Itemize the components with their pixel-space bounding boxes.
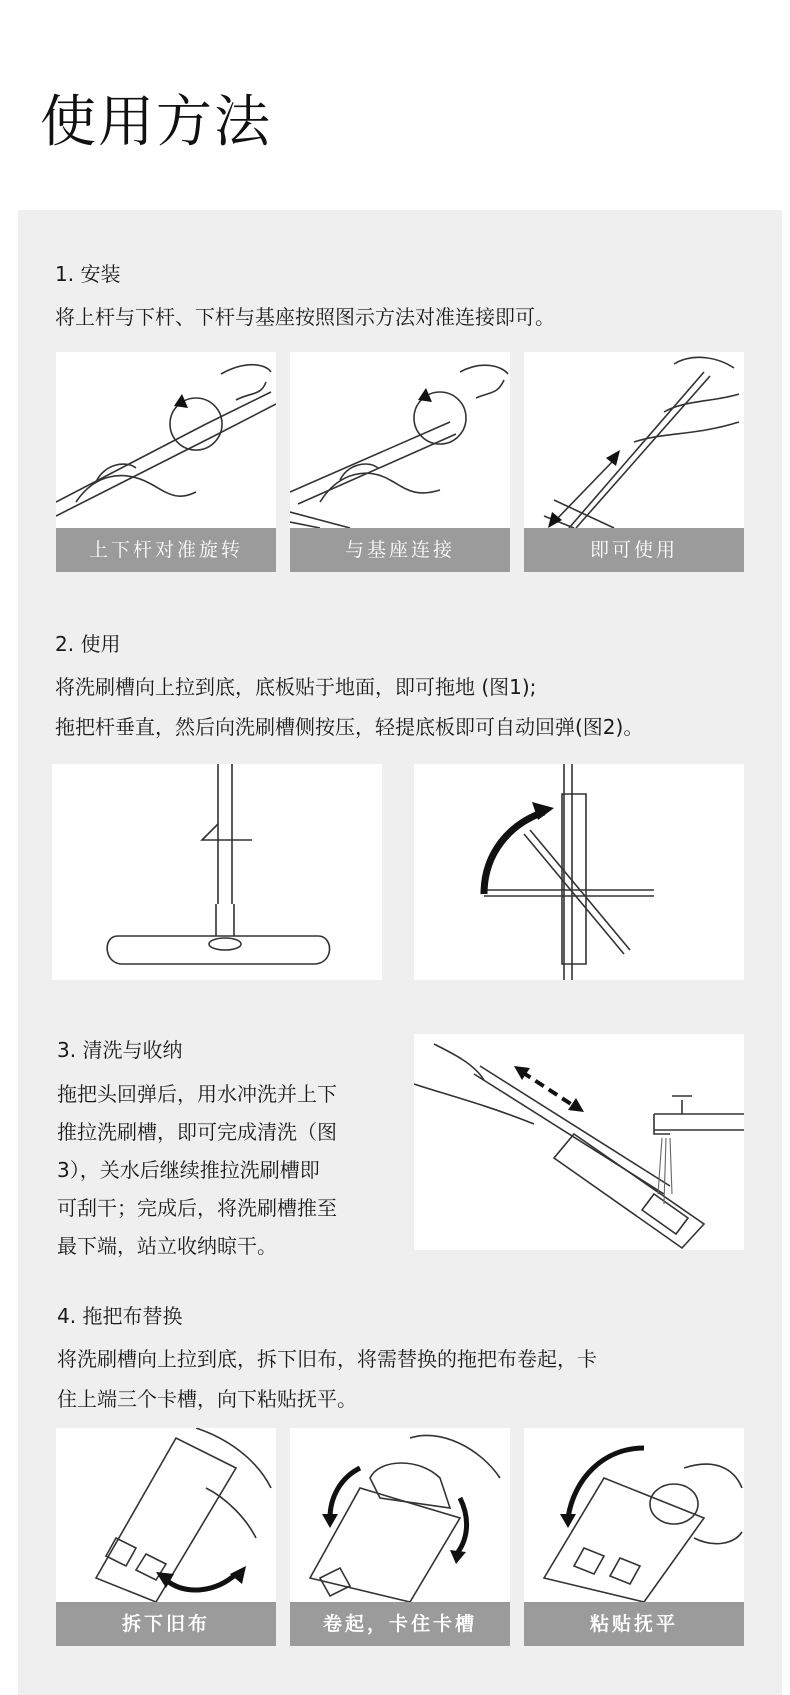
step-3-line-1: 拖把头回弹后，用水冲洗并上下 [57,1082,337,1106]
step-2-line-2: 拖把杆垂直，然后向洗刷槽侧按压，轻提底板即可自动回弹(图2)。 [55,715,644,739]
replace-caption-3: 粘贴抚平 [524,1602,744,1646]
rotate-pole-illustration [56,352,276,528]
install-card-2 [290,352,510,572]
ready-to-use-illustration [524,352,744,528]
remove-old-cloth-illustration [56,1428,276,1602]
press-flat-illustration [524,1428,744,1602]
usage-figure-2 [414,764,744,980]
install-caption-2: 与基座连接 [290,528,510,572]
step-3-line-3: 3），关水后继续推拉洗刷槽即 [57,1158,320,1182]
replace-card-1 [56,1428,276,1646]
attach-base-illustration [290,352,510,528]
replace-caption-1: 拆下旧布 [56,1602,276,1646]
mop-rebound-illustration [414,764,744,980]
roll-and-clip-illustration [290,1428,510,1602]
step-1-text: 将上杆与下杆、下杆与基座按照图示方法对准连接即可。 [55,305,555,329]
rinse-under-tap-illustration [414,1034,744,1250]
page-title: 使用方法 [40,90,272,155]
install-caption-3: 即可使用 [524,528,744,572]
usage-figure-1 [52,764,382,980]
cleaning-figure [414,1034,744,1250]
replace-card-3 [524,1428,744,1646]
step-1-heading: 1. 安装 [55,262,121,286]
install-card-1 [56,352,276,572]
step-4-line-1: 将洗刷槽向上拉到底，拆下旧布，将需替换的拖把布卷起，卡 [57,1347,597,1371]
step-3-heading: 3. 清洗与收纳 [57,1038,183,1062]
step-3-line-5: 最下端，站立收纳晾干。 [57,1234,277,1258]
install-caption-1: 上下杆对准旋转 [56,528,276,572]
step-4-heading: 4. 拖把布替换 [57,1304,183,1328]
replace-caption-2: 卷起，卡住卡槽 [290,1602,510,1646]
step-4-line-2: 住上端三个卡槽，向下粘贴抚平。 [57,1387,357,1411]
step-3-line-2: 推拉洗刷槽，即可完成清洗（图 [57,1120,337,1144]
install-card-3 [524,352,744,572]
step-2-line-1: 将洗刷槽向上拉到底，底板贴于地面，即可拖地 (图1); [55,675,537,699]
mop-on-floor-illustration [52,764,382,980]
step-3-line-4: 可刮干；完成后，将洗刷槽推至 [57,1196,337,1220]
replace-card-2 [290,1428,510,1646]
step-2-heading: 2. 使用 [55,632,121,656]
